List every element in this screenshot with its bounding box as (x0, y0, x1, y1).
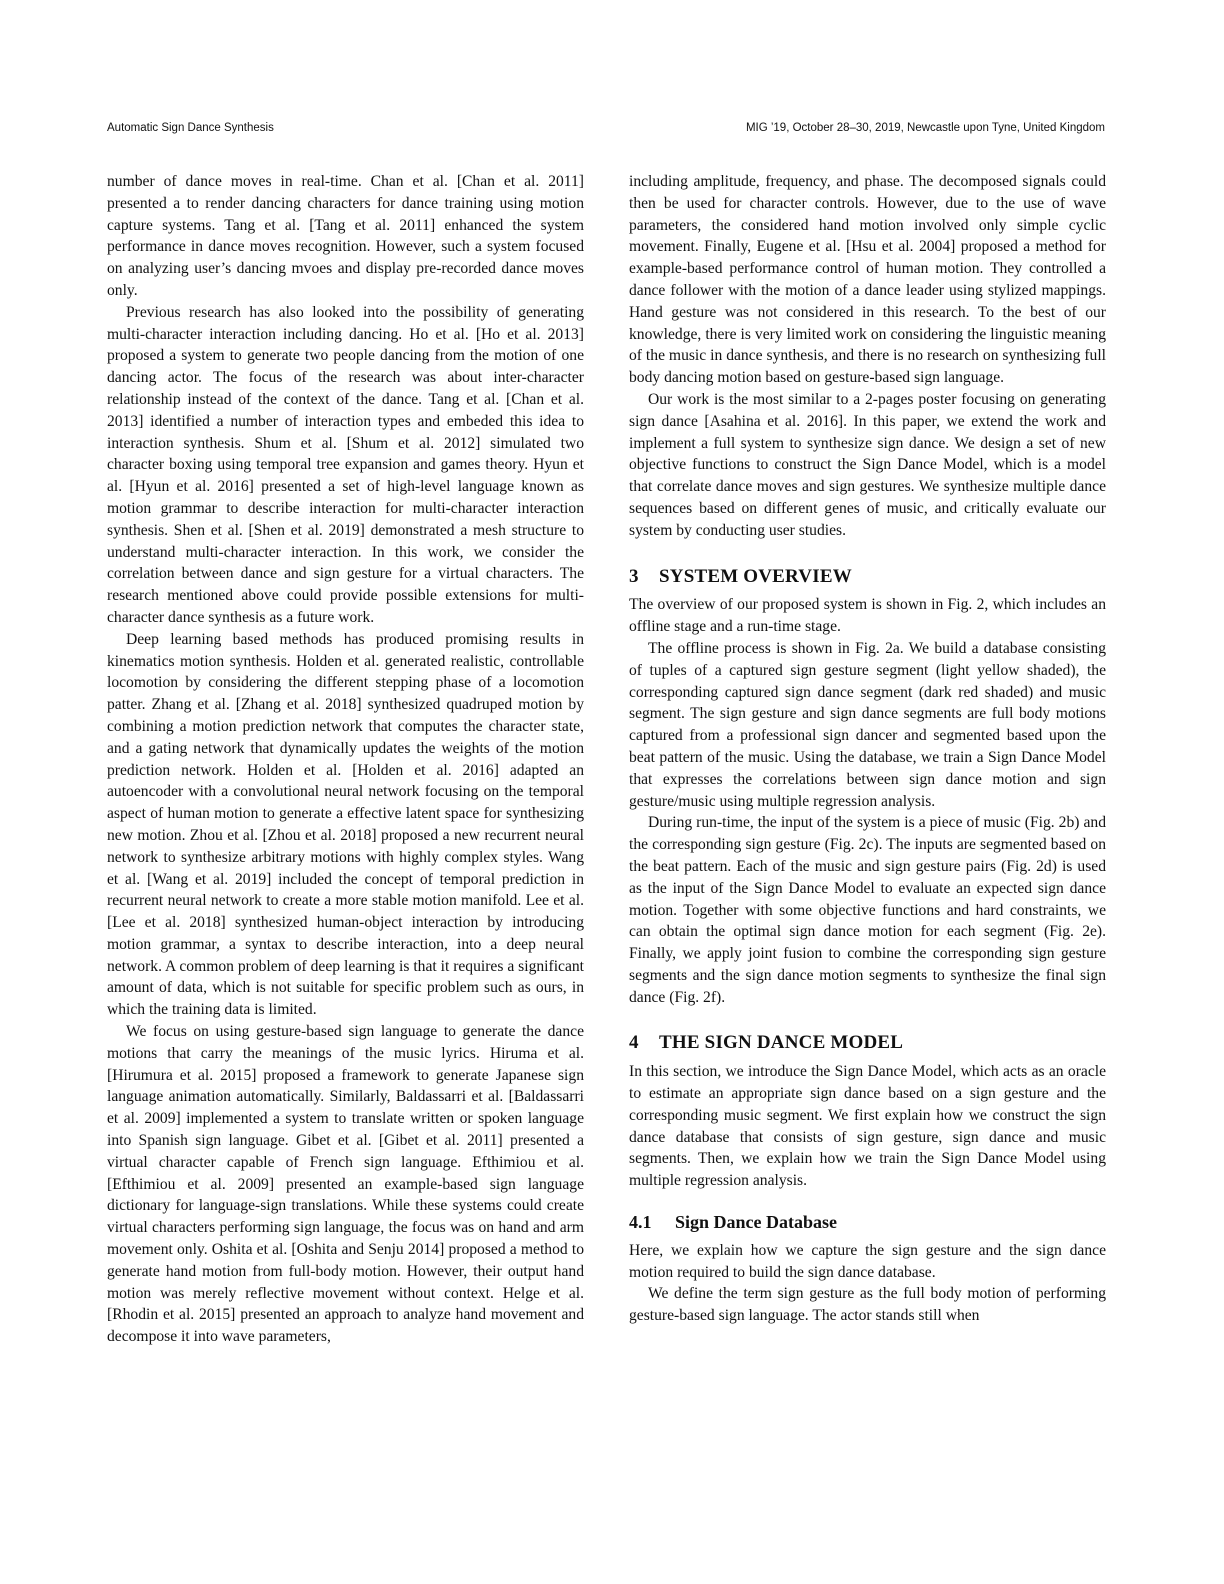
section-title: THE SIGN DANCE MODEL (659, 1032, 904, 1054)
subsection-heading (629, 1212, 1106, 1234)
paragraph: We define the term sign gesture as the full body motion of performing gesture-based sign language. The actor stands still when (629, 1285, 1106, 1325)
running-header-venue: MIG ’19, October 28–30, 2019, Newcastle upon Tyne, United Kingdom (745, 122, 1105, 134)
paragraph: The overview of our proposed system is shown in Fig. 2, which includes an offline stage and a run-time stage. (629, 596, 1106, 636)
section-number: 4 (629, 1032, 639, 1054)
paragraph: number of dance moves in real-time. Chan et al. [Chan et al. 2011] presented a to render dancing characters for dance training using motion capture systems. Tang et al. [Tang et al. 2011] enhanced the system performance in dance moves recognition. However, such a system focused on analyzing user’s dancing mvoes and display pre-recorded dance moves only. (107, 173, 584, 299)
paragraph: Previous research has also looked into the possibility of generating multi-character interaction including dancing. Ho et al. [Ho et al. 2013] proposed a system to generate two people dancing from the motion of one dancing actor. The focus of the research was about inter-character relationship instead of the context of the dance. Tang et al. [Chan et al. 2013] identified a number of interaction types and embeded this idea to interaction synthesis. Shum et al. [Shum et al. 2012] simulated two character boxing using temporal tree expansion and games theory. Hyun et al. [Hyun et al. 2016] presented a set of high-level language known as motion grammar to describe interaction for multi-character interaction synthesis. Shen et al. [Shen et al. 2019] demonstrated a mesh structure to understand multi-character interaction. In this work, we consider the correlation between dance and sign gesture for a virtual characters. The research mentioned above could provide possible extensions for multi-character dance synthesis as a future work. (107, 303, 584, 626)
right-column (629, 171, 1106, 1327)
paragraph: We focus on using gesture-based sign language to generate the dance motions that carry the meanings of the music lyrics. Hiruma et al. [Hirumura et al. 2015] proposed a framework to generate Japanese sign language animation automatically. Similarly, Baldassarri et al. [Baldassarri et al. 2009] implemented a system to translate written or spoken language into Spanish sign language. Gibet et al. [Gibet et al. 2011] presented a virtual character capable of French sign language. Efthimiou et al. [Efthimiou et al. 2009] presented an example-based sign language dictionary for language-sign translations. While these systems could create virtual characters performing sign language, the focus was on hand and arm movement only. Oshita et al. [Oshita and Senju 2014] proposed a method to generate hand motion from full-body motion. However, their output hand motion was merely reflective movement without context. Helge et al. [Rhodin et al. 2015] presented an approach to analyze hand movement and decompose it into wave parameters, (107, 1023, 584, 1346)
running-header-title: Automatic Sign Dance Synthesis (107, 122, 274, 134)
paragraph: Here, we explain how we capture the sign gesture and the sign dance motion required to build the sign dance database. (629, 1241, 1106, 1281)
paragraph: Our work is the most similar to a 2-pages poster focusing on generating sign dance [Asahina et al. 2016]. In this paper, we extend the work and implement a full system to synthesize sign dance. We design a set of new objective functions to construct the Sign Dance Model, which is a model that correlate dance moves and sign gestures. We synthesize multiple dance sequences based on different genes of music, and critically evaluate our system by conducting user studies. (629, 390, 1106, 539)
section-number: 3 (629, 565, 639, 587)
subsection-number: 4.1 (629, 1212, 652, 1233)
section-heading (629, 1032, 1106, 1054)
section-heading (629, 566, 1106, 588)
left-column (107, 171, 584, 1348)
paragraph: including amplitude, frequency, and phase. The decomposed signals could then be used for character controls. However, due to the use of wave parameters, the considered hand motion involved only simple cyclic movement. Finally, Eugene et al. [Hsu et al. 2004] proposed a method for example-based performance control of human motion. They controlled a dance follower with the motion of a dance leader using stylized mappings. Hand gesture was not considered in this research. To the best of our knowledge, there is very limited work on considering the linguistic meaning of the music in dance synthesis, and there is no research on synthesizing full body dancing motion based on gesture-based sign language. (629, 173, 1106, 387)
paragraph: Deep learning based methods has produced promising results in kinematics motion synthesis. Holden et al. generated realistic, controllable locomotion by considering the different stepping phase of a locomotion patter. Zhang et al. [Zhang et al. 2018] synthesized quadruped motion by combining a motion prediction network that computes the character state, and a gating network that dynamically updates the weights of the motion prediction network. Holden et al. [Holden et al. 2016] adapted an autoencoder with a convolutional neural network focusing on the temporal aspect of human motion to generate a effective latent space for synthesizing new motion. Zhou et al. [Zhou et al. 2018] proposed a new recurrent neural network to synthesize arbitrary motions with highly complex styles. Wang et al. [Wang et al. 2019] included the concept of temporal prediction in recurrent neural network to create a more stable motion manifold. Lee et al. [Lee et al. 2018] synthesized human-object interaction by introducing motion grammar, a syntax to describe interaction, into a deep neural network. A common problem of deep learning is that it requires a significant amount of data, which is not suitable for specific problem such as ours, in which the training data is limited. (107, 630, 584, 1019)
paragraph: The offline process is shown in Fig. 2a. We build a database consisting of tuples of a captured sign gesture segment (light yellow shaded), the corresponding captured sign dance segment (dark red shaded) and music segment. The sign gesture and sign dance segments are full body motions captured from a professional sign dancer and segmented based upon the beat pattern of the music. Using the database, we train a Sign Dance Model that expresses the correlations between sign dance motion and sign gesture/music using multiple regression analysis. (629, 639, 1106, 810)
paragraph: During run-time, the input of the system is a piece of music (Fig. 2b) and the corresponding sign gesture (Fig. 2c). The inputs are segmented based on the beat pattern. Each of the music and sign gesture pairs (Fig. 2d) is used as the input of the Sign Dance Model to evaluate an expected sign dance motion. Together with some objective functions and hard constraints, we can obtain the optimal sign dance motion for each segment (Fig. 2e). Finally, we apply joint fusion to combine the corresponding sign gesture segments and the sign dance motion segments to synthesize the final sign dance (Fig. 2f). (629, 814, 1106, 1006)
paragraph: In this section, we introduce the Sign Dance Model, which acts as an oracle to estimate an appropriate sign dance based on a sign gesture and the corresponding music segment. We first explain how we construct the sign dance database that consists of sign gesture, sign dance and music segments. Then, we explain how we train the Sign Dance Model using multiple regression analysis. (629, 1063, 1106, 1190)
section-title: SYSTEM OVERVIEW (659, 565, 852, 587)
running-header (107, 122, 1105, 134)
subsection-title: Sign Dance Database (675, 1212, 838, 1233)
